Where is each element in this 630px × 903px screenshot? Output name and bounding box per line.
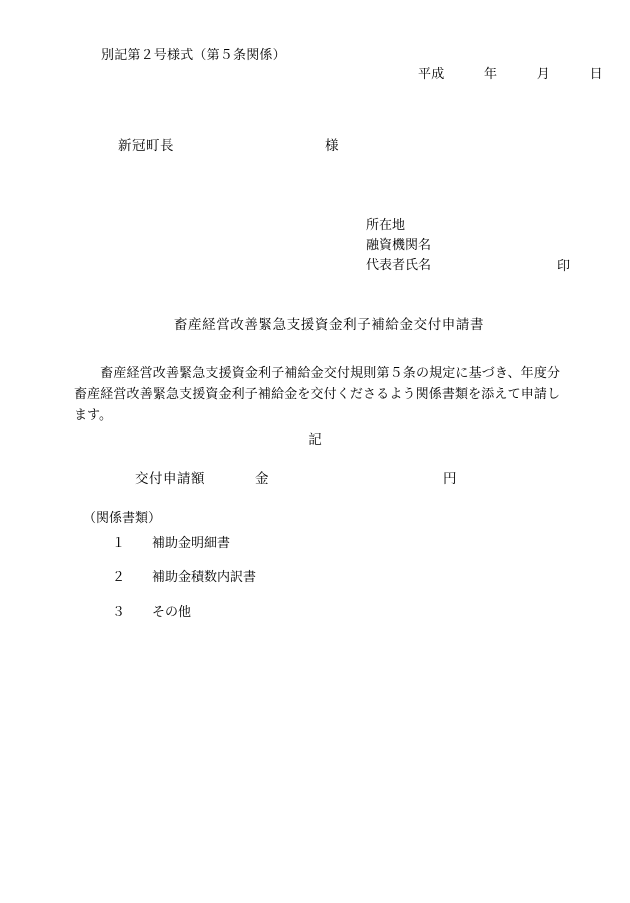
attachment-number: ２: [112, 569, 126, 584]
document-title: 畜産経営改善緊急支援資金利子補給金交付申請書: [173, 317, 485, 332]
application-amount-label: 交付申請額: [135, 471, 205, 486]
form-identifier: 別記第２号様式（第５条関係）: [101, 47, 286, 62]
attachment-label: 補助金明細書: [152, 535, 231, 550]
body-text: 畜産経営改善緊急支援資金利子補給金交付規則第５条の規定に基づき、年度分畜産経営改善緊急支援資金利子補給金を交付くださるよう関係書類を添えて申請します。: [74, 365, 560, 422]
applicant-representative-label: 代表者氏名: [366, 257, 432, 272]
seal-mark: 印: [557, 258, 571, 273]
attachment-label: その他: [152, 604, 192, 619]
list-item: [112, 601, 191, 620]
applicant-address-label: 所在地: [366, 217, 406, 232]
list-item: [112, 532, 230, 551]
attachments-heading: （関係書類）: [83, 510, 162, 525]
currency-prefix: 金: [255, 471, 269, 486]
attachment-number: ３: [112, 604, 126, 619]
applicant-institution-label: 融資機関名: [366, 237, 432, 252]
currency-suffix: 円: [443, 471, 457, 486]
ki-mark: 記: [308, 432, 322, 447]
applicant-info-block: [366, 215, 431, 275]
body-paragraph: [74, 362, 560, 425]
date-line: 平成 年 月 日: [418, 66, 603, 81]
addressee-honorific: 様: [325, 138, 339, 153]
addressee-name: 新冠町長: [118, 138, 174, 153]
attachment-label: 補助金積数内訳書: [152, 569, 257, 584]
list-item: [112, 566, 256, 585]
attachment-number: １: [112, 535, 126, 550]
